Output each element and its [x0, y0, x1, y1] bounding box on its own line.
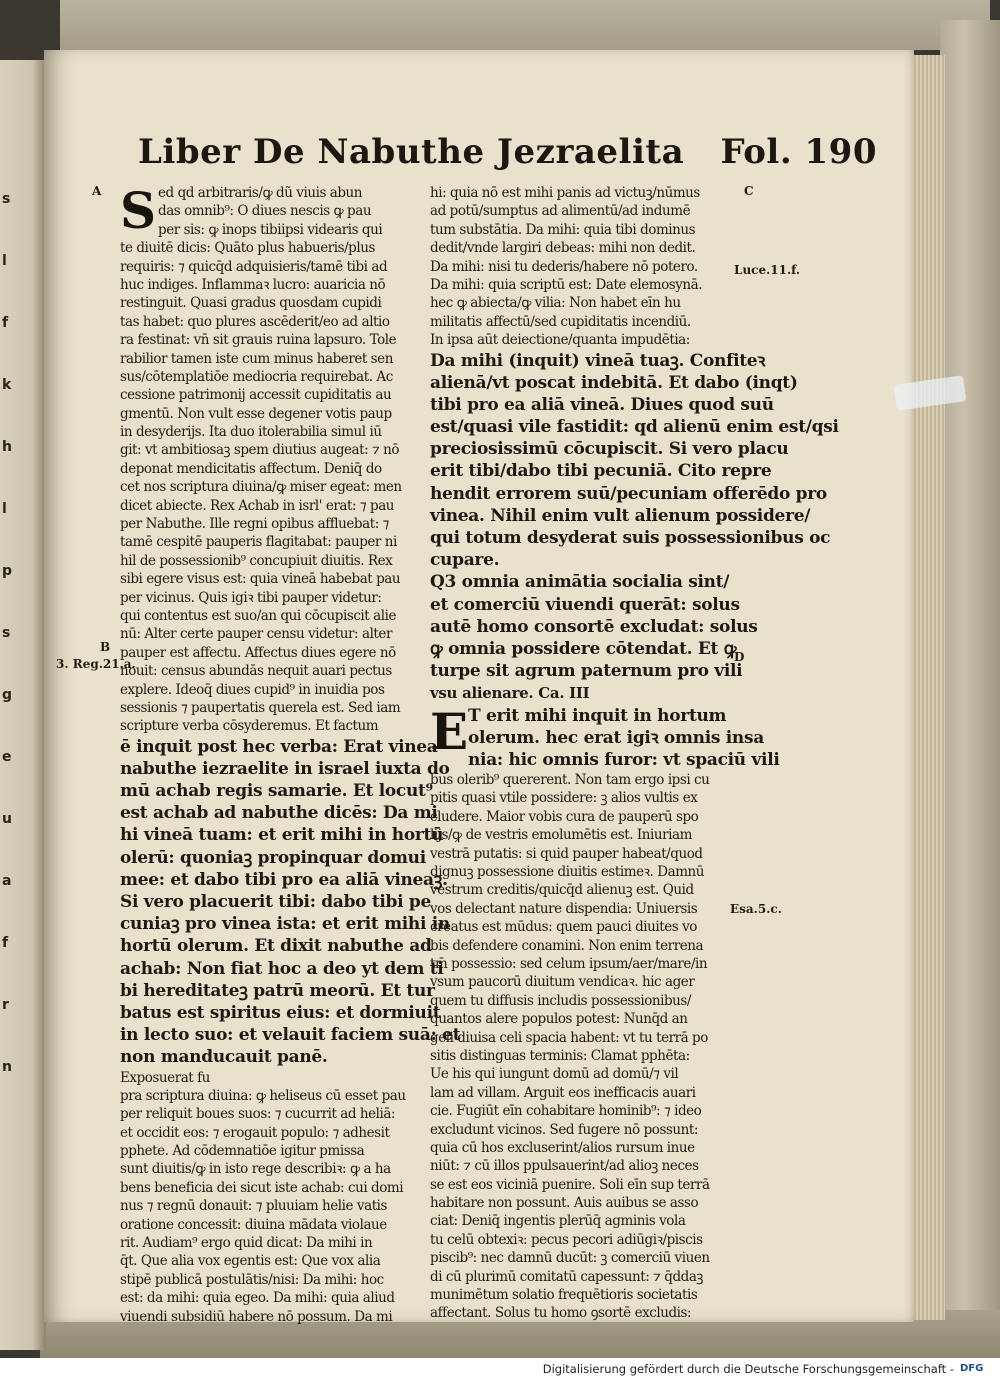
facing-page-letter: l	[2, 501, 7, 517]
facing-page-letter: k	[2, 377, 12, 393]
text-line: nū: Alter certe pauper censu videtur: alter	[120, 626, 392, 643]
book-cover-right-edge	[940, 20, 1000, 1358]
margin-ref-reg: 3. Reg.21.a.	[56, 657, 136, 671]
text-line: ed qd arbitraris/ꝙ dũ viuis abun	[158, 185, 363, 201]
text-line: in desyderijs. Ita duo itolerabilia simul iū	[120, 424, 382, 441]
scripture-line: preciosissimū cōcupiscit. Si vero placu	[430, 439, 789, 460]
text-line: bens beneficia dei sicut iste achab: cui domi	[120, 1179, 404, 1196]
text-line: geli diuisa celi spacia habent: vt tu terrā po	[430, 1029, 708, 1046]
text-line: se est eos viciniā puenire. Soli eīn sup terrā	[430, 1176, 710, 1193]
text-line: vos delectant nature dispendia: Uniuersis	[430, 900, 698, 917]
facing-page-letter: f	[2, 315, 9, 331]
scripture-line: cuniaꝫ pro vinea ista: et erit mihi in	[120, 914, 450, 935]
text-line: tm̄ possessio: sed celum ipsum/aer/mare/in	[430, 955, 708, 972]
scripture-line: bi hereditateꝫ patrū meorū. Et tur	[120, 980, 435, 1001]
text-line: munimētum solatio frequētioris societatis	[430, 1287, 698, 1304]
text-line: te diuitē dicis: Quāto plus habueris/plus	[120, 240, 375, 257]
scripture-line: vinea. Nihil enim vult alienum possidere/	[430, 505, 811, 526]
facing-page-letter: p	[2, 563, 13, 579]
text-line: per Nabuthe. Ille regni opibus affluebat: ⁊	[120, 516, 389, 533]
scripture-line: non manducauit panē.	[120, 1047, 328, 1068]
facing-page-letter: u	[2, 811, 12, 827]
folio-number: 190	[804, 132, 877, 172]
text-line: bus olerib⁹ quererent. Non tam ergo ipsi cu	[430, 772, 710, 789]
text-line: scripture verba cōsyderemus. Et factum	[120, 718, 379, 735]
text-column-left	[120, 181, 461, 1326]
dropcap-e: E	[430, 701, 468, 761]
text-line: cludere. Maior vobis cura de pauperū spo	[430, 808, 699, 825]
scripture-line: olerū: quoniaꝫ propinquar domui	[120, 847, 426, 868]
text-line: affectant. Solus tu homo ꝯsortē excludis:	[430, 1305, 692, 1322]
text-line: rabilior tamen iste cum minus haberet sen	[120, 350, 393, 367]
text-line: Da mihi: nisi tu dederis/habere nō potero.	[430, 258, 698, 275]
text-line: et occidit eos: ⁊ erogauit populo: ⁊ adhesit	[120, 1124, 390, 1141]
margin-letter-b: B	[100, 640, 111, 654]
text-line: hi: quia nō est mihi panis ad victuꝫ/nūmus	[430, 185, 700, 201]
text-line: militatis affectū/sed cupiditatis incendiū.	[430, 313, 691, 330]
scripture-line: Da mihi (inquit) vineā tuaꝫ. Confiteꝛ	[430, 350, 766, 371]
text-line: piscib⁹: nec damnū ducūt: ꝫ comerciū viuen	[430, 1250, 710, 1267]
chapter-heading-line: vsu alienare. Ca. III	[430, 684, 590, 703]
text-line: habitare non possunt. Auis auibus se asso	[430, 1195, 699, 1212]
scripture-line: olerum. hec erat igiꝛ omnis insa	[468, 727, 764, 748]
text-line: per vicinus. Quis igiꝛ tibi pauper videtur:	[120, 589, 382, 606]
text-line: viuendi subsidiū habere nō possum. Da mi	[120, 1308, 393, 1325]
text-line: hec ꝙ abiecta/ꝙ vilia: Non habet eīn hu	[430, 295, 681, 312]
text-line: das omnib⁹: O diues nescis ꝙ pau	[158, 203, 372, 220]
text-line: In ipsa aūt deiectione/quanta impudētia:	[430, 332, 690, 349]
text-line: excludunt vicinos. Sed fugere nō possunt:	[430, 1121, 698, 1138]
text-line: di cū plurimū comitatū capessunt: ⁊ q̄ddaꝫ	[430, 1268, 703, 1285]
text-line: hil de possessionib⁹ concupiuit diuitis. Rex	[120, 552, 393, 569]
text-line: cessione patrimonij accessit cupiditatis au	[120, 387, 392, 404]
text-line: sessionis ⁊ paupertatis querela est. Sed iam	[120, 699, 401, 716]
text-line: stipē publicā postulātis/nisi: Da mihi: hoc	[120, 1271, 384, 1288]
scripture-line: achab: Non fiat hoc a deo yt dem ti	[120, 958, 444, 979]
scripture-line: nabuthe iezraelite in israel iuxta do	[120, 758, 450, 779]
scripture-line: in lecto suo: et velauit faciem suā: et	[120, 1025, 461, 1046]
facing-page-letter: e	[2, 749, 12, 765]
running-head	[138, 132, 877, 182]
text-line: niūt: ⁊ cū illos ppulsauerint/ad alioꝫ neces	[430, 1158, 699, 1175]
margin-ref-esa: Esa.5.c.	[730, 902, 782, 916]
text-line: sus/cōtemplatiōe mediocria requirebat. Ac	[120, 368, 393, 385]
facing-page-letter: h	[2, 439, 12, 455]
scripture-line: hi vineā tuam: et erit mihi in hortū	[120, 825, 444, 846]
text-line: huc indiges. Inflammaꝛ lucro: auaricia nō	[120, 276, 386, 293]
text-line: pitis quasi vtile possidere: ꝫ alios vultis ex	[430, 790, 698, 807]
text-line: oratione concessit: diuina mādata violaue	[120, 1216, 387, 1233]
text-line: per sis: ꝙ inops tibiipsi videaris qui	[158, 221, 383, 238]
scripture-line: nia: hic omnis furor: vt spaciū vili	[468, 749, 780, 770]
text-line: quia cū hos excluserint/alios rursum inue	[430, 1139, 695, 1156]
text-line: pphete. Ad cōdemnatiōe igitur pmissa	[120, 1143, 365, 1160]
facing-page-letter: a	[2, 873, 12, 889]
text-line: nus ⁊ regnū donauit: ⁊ pluuiam helie vatis	[120, 1198, 388, 1215]
scripture-line: hendit errorem suū/pecuniam offerēdo pro	[430, 483, 827, 504]
running-head-title: Liber De Nabuthe Jezraelita	[138, 132, 685, 172]
text-line: tum substātia. Da mihi: quia tibi dominus	[430, 221, 696, 238]
text-line: sunt diuitis/ꝙ in isto rege describiꝛ: ꝙ a ha	[120, 1161, 391, 1178]
text-line: quem tu diffusis includis possessionibus/	[430, 992, 691, 1009]
text-line: pra scriptura diuina: ꝙ heliseus cū esset pau	[120, 1087, 406, 1104]
scripture-line: est achab ad nabuthe dicēs: Da mi	[120, 803, 438, 824]
text-line: git: vt ambitiosaꝫ spem diutius augeat: ⁊ nō	[120, 442, 400, 459]
scripture-line: T erit mihi inquit in hortum	[468, 705, 727, 726]
text-line: q̄t. Que alia vox egentis est: Que vox alia	[120, 1253, 381, 1270]
facing-page-letter: s	[2, 191, 11, 207]
text-line: cie. Fugiūt eīn cohabitare hominib⁹: ⁊ ideo	[430, 1103, 702, 1120]
text-line: Exposuerat fu	[120, 1069, 210, 1086]
facing-page-letter: l	[2, 253, 7, 269]
facing-page-letter: r	[2, 997, 9, 1013]
margin-letter-d: D	[734, 650, 745, 664]
text-line: lam ad villam. Arguit eos inefficacis auari	[430, 1084, 696, 1101]
text-line: vsum paucorū diuitum vendicaꝛ. hic ager	[430, 974, 695, 991]
text-line: quantos alere populos potest: Nunq̄d an	[430, 1011, 688, 1028]
text-line: tu celū obtexiꝛ: pecus pecori adiūgiꝛ/piscis	[430, 1231, 703, 1248]
text-line: dicet abiecte. Rex Achab in isrl' erat: ⁊ pau	[120, 497, 395, 514]
scripture-line: erit tibi/dabo tibi pecuniā. Cito repre	[430, 461, 772, 482]
facing-page-letter: f	[2, 935, 9, 951]
scripture-line: Si vero placuerit tibi: dabo tibi pe	[120, 892, 432, 913]
text-line: ad potū/sumptus ad alimentū/ad indumē	[430, 203, 691, 220]
facing-page-letter: n	[2, 1059, 12, 1075]
scripture-line: cupare.	[430, 550, 500, 571]
text-line: explere. Ideoq̄ diues cupid⁹ in inuidia pos	[120, 681, 385, 698]
scripture-line: tibi pro ea aliā vineā. Diues quod suū	[430, 394, 774, 415]
facing-page-letter: s	[2, 625, 11, 641]
footer-credit-text: Digitalisierung gefördert durch die Deutsche Forschungsgemeinschaft -	[542, 1362, 954, 1376]
text-line: per reliquit boues suos: ⁊ cucurrit ad heliā:	[120, 1106, 396, 1123]
text-line: dedit/vnde largiri debeas: mihi non dedit.	[430, 240, 696, 257]
text-line: ra festinat: vn̄ sit grauis ruina lapsuro. Tole	[120, 332, 397, 349]
scripture-line: batus est spiritus eius: et dormiuit	[120, 1002, 441, 1023]
text-line: rit. Audiam⁹ ergo quid dicat: Da mihi in	[120, 1235, 373, 1252]
text-line: lijs/ꝙ de vestris emolumētis est. Iniuriam	[430, 827, 692, 844]
facing-page-letter: g	[2, 687, 13, 703]
text-line: cet nos scriptura diuina/ꝙ miser egeat: men	[120, 479, 402, 496]
text-line: Da mihi: quia scriptū est: Date elemosynā.	[430, 276, 703, 293]
chapter-summary-line: autē homo consortē excludat: solus	[430, 616, 758, 637]
text-line: restinguit. Quasi gradus quosdam cupidi	[120, 295, 382, 312]
scripture-line: est/quasi vile fastidit: qd alienū enim est/qsi	[430, 417, 839, 438]
chapter-summary-line: et comerciū viuendi querāt: solus	[430, 594, 740, 615]
text-line: vestrum creditis/quicq̄d alienuꝫ est. Quid	[430, 882, 694, 899]
text-line: dignuꝫ possessione diuitis estimeꝛ. Damnū	[430, 864, 705, 881]
scripture-line: qui totum desyderat suis possessionibus oc	[430, 528, 831, 549]
dropcap-s: S	[120, 181, 156, 240]
chapter-summary-line: Q3 omnia animātia socialia sint/	[430, 572, 730, 593]
text-line: bis defendere conamini. Non enim terrena	[430, 937, 704, 954]
digitization-footer	[0, 1358, 1000, 1381]
scripture-line: mū achab regis samarie. Et locut⁹	[120, 781, 433, 802]
text-line: tas habet: quo plures ascēderit/eo ad altio	[120, 313, 390, 330]
text-line: vestrā putatis: si quid pauper habeat/quod	[430, 845, 703, 862]
chapter-summary-line: ꝙ omnia possidere cōtendat. Et ꝙ	[430, 638, 737, 659]
chapter-summary-line: turpe sit agrum paternum pro vili	[430, 661, 743, 682]
margin-letter-a: A	[92, 184, 102, 198]
text-line: requiris: ⁊ quicq̄d adquisieris/tamē tibi ad	[120, 258, 388, 275]
text-line: est: da mihi: quia egeo. Da mihi: quia aliud	[120, 1290, 395, 1307]
text-line: gmentū. Non vult esse degener votis paup	[120, 405, 392, 422]
text-line: qui contentus est suo/an qui cōcupiscit alie	[120, 607, 396, 624]
folio-label: Fol.	[720, 132, 793, 172]
facing-page-fragment	[0, 60, 46, 1350]
text-line: Ue his qui iungunt domū ad domū/⁊ vil	[430, 1066, 679, 1083]
scripture-line: mee: et dabo tibi pro ea aliā vineaꝫ.	[120, 869, 448, 890]
text-line: sitis distinguas terminis: Clamat pphēta:	[430, 1047, 690, 1064]
margin-ref-luce: Luce.11.f.	[734, 263, 801, 277]
text-line: deponat mendicitatis affectum. Deniq̄ do	[120, 460, 382, 477]
text-line: sibi egere visus est: quia vineā habebat pau	[120, 571, 401, 588]
text-line: creatus est mūdus: quem pauci diuites vo	[430, 919, 697, 936]
text-line: tamē cespitē pauperis flagitabat: pauper ni	[120, 534, 397, 551]
scripture-line: hortū olerum. Et dixit nabuthe ad	[120, 936, 432, 957]
text-line: ciat: Deniq̄ ingentis plerūq̄ agminis vola	[430, 1213, 686, 1230]
text-line: nouit: census abundās nequit auari pectus	[120, 663, 392, 680]
scripture-line: ē inquit post hec verba: Erat vinea	[120, 736, 438, 757]
dfg-logo: DFG	[960, 1363, 984, 1374]
scripture-line: alienā/vt poscat indebitā. Et dabo (inqt)	[430, 372, 798, 393]
text-line: pauper est affectu. Affectus diues egere nō	[120, 644, 396, 661]
margin-letter-c: C	[744, 184, 754, 198]
book-cover-top-edge	[60, 0, 990, 50]
